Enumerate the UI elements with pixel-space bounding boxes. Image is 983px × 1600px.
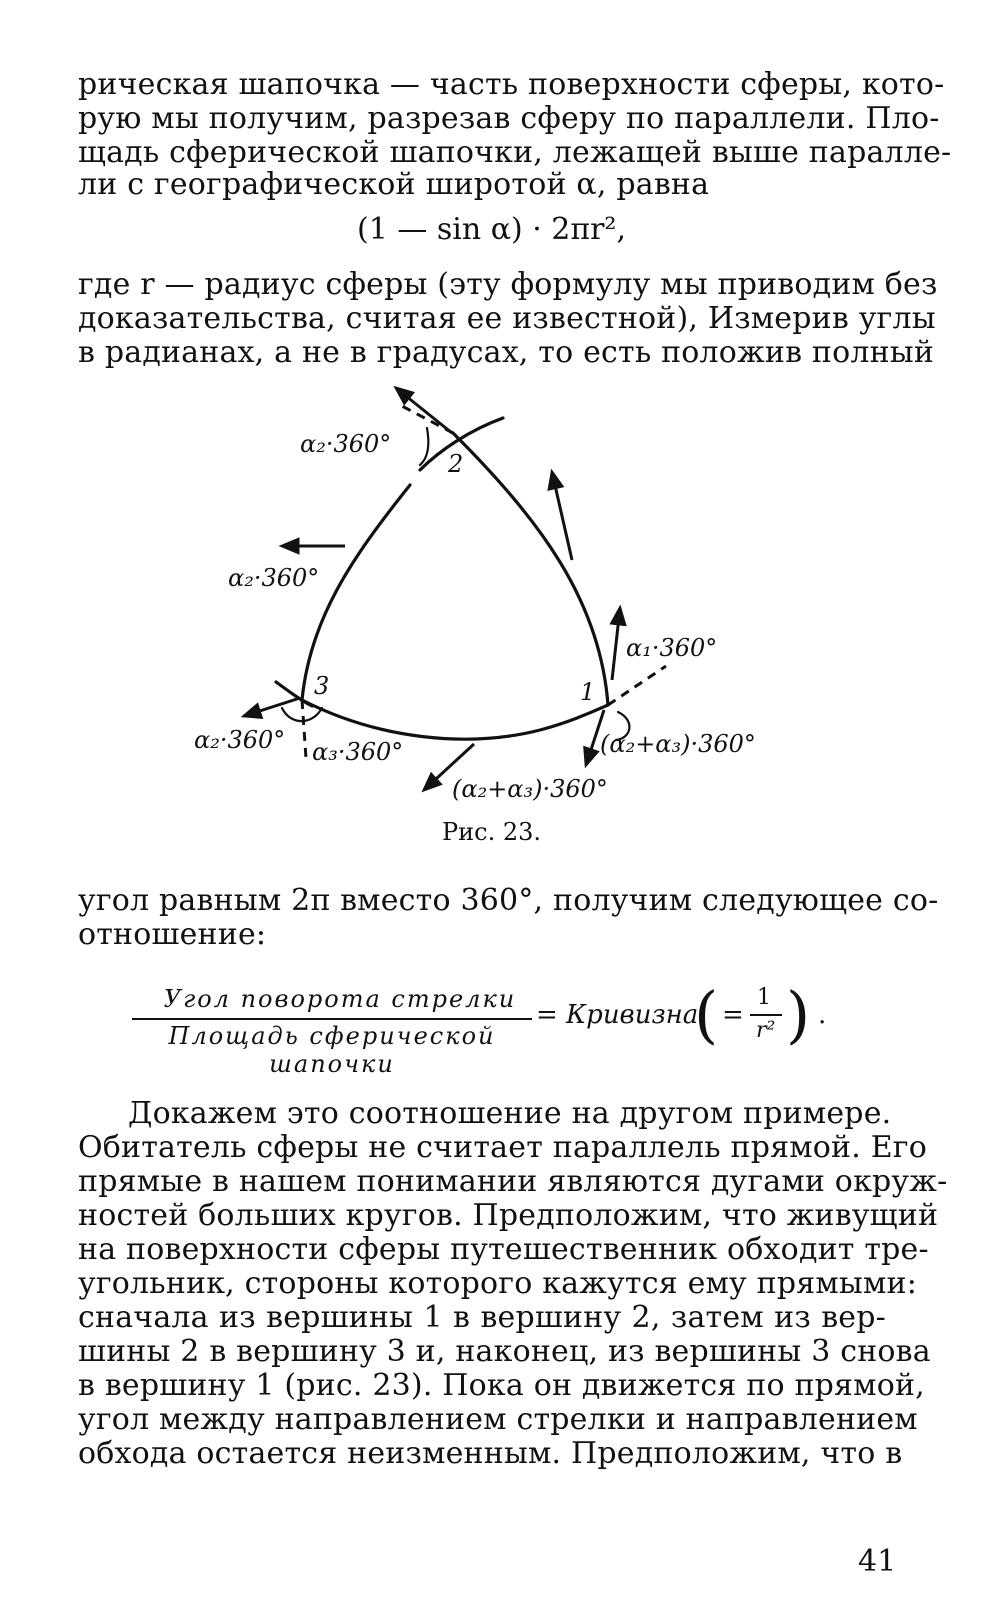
text-line: обхода остается неизменным. Предположим, что в	[78, 1436, 903, 1471]
dashed-extension-vertex-3	[302, 700, 306, 758]
curvature-equals: = Кривизна	[536, 1000, 699, 1030]
text-line: отношение:	[78, 917, 267, 952]
triangle-side-2-3	[302, 485, 410, 700]
dashed-extension-vertex-1	[608, 666, 666, 705]
arrow-side-2-1	[552, 472, 572, 560]
vertex-label-1: 1	[580, 678, 596, 706]
fraction-bar	[132, 1018, 532, 1020]
text-line: рую мы получим, разрезав сферу по параллели. Пло-	[78, 101, 940, 136]
small-fraction-bar	[750, 1014, 782, 1016]
ratio-numerator: Угол поворота стрелки	[163, 985, 517, 1013]
text-line: угол между направлением стрелки и направлением	[78, 1402, 918, 1437]
text-line: где r — радиус сферы (эту формулу мы приводим без	[78, 267, 938, 302]
page-number: 41	[858, 1544, 897, 1579]
cap-area-formula: (1 — sin α) · 2πr²,	[357, 212, 626, 247]
arrow-vertex-3-left	[244, 698, 300, 716]
triangle-side-3-1	[302, 700, 608, 739]
figure-caption: Рис. 23.	[441, 818, 541, 846]
text-line: Докажем это соотношение на другом примере.	[128, 1096, 892, 1131]
angle-label-bottom-left: α₂·360°	[194, 726, 286, 754]
text-line: рическая шапочка — часть поверхности сферы, кото-	[78, 67, 945, 102]
text-line: угольник, стороны которого кажутся ему прямыми:	[78, 1266, 918, 1301]
text-line: доказательства, считая ее известной), Измерив углы	[78, 301, 936, 336]
inverse-r2-numerator: 1	[757, 985, 771, 1010]
angle-label-right: α₁·360°	[626, 634, 718, 662]
ratio-denominator: Площадь сферической шапочки	[168, 1022, 496, 1078]
inverse-r2-denominator: r²	[756, 1018, 776, 1043]
text-line: щадь сферической шапочки, лежащей выше паралле-	[78, 135, 952, 170]
left-paren: (	[694, 978, 719, 1051]
text-line: сначала из вершины 1 в вершину 2, затем из вер-	[78, 1300, 886, 1335]
formula-end-period: .	[818, 1000, 827, 1030]
inner-equals: =	[722, 1000, 744, 1030]
arrow-vertex-2-up	[396, 388, 452, 433]
text-line: на поверхности сферы путешественник обходит тре-	[78, 1232, 929, 1267]
vertex-label-2: 2	[448, 450, 464, 478]
right-paren: )	[786, 978, 811, 1051]
angle-label-top-left: α₂·360°	[300, 430, 392, 458]
text-line: ли с географической широтой α, равна	[78, 167, 710, 202]
vertex-label-3: 3	[314, 672, 330, 700]
angle-label-vertex-3: α₃·360°	[312, 738, 404, 766]
arrow-vertex-1-up	[612, 608, 620, 680]
triangle-side-2-1	[453, 433, 608, 705]
angle-label-left-mid: α₂·360°	[228, 564, 320, 592]
angle-label-bottom-center: (α₂+α₃)·360°	[452, 775, 608, 803]
text-line: шины 2 в вершину 3 и, наконец, из вершины 3 снова	[78, 1334, 931, 1369]
angle-label-bottom-right: (α₂+α₃)·360°	[600, 730, 756, 758]
text-line: прямые в нашем понимании являются дугами окруж-	[78, 1164, 948, 1199]
text-line: в радианах, а не в градусах, то есть положив полный	[78, 335, 935, 370]
text-line: угол равным 2π вместо 360°, получим следующее со-	[78, 883, 939, 918]
text-line: ностей больших кругов. Предположим, что живущий	[78, 1198, 939, 1233]
text-line: Обитатель сферы не считает параллель прямой. Его	[78, 1130, 927, 1165]
text-line: в вершину 1 (рис. 23). Пока он движется по прямой,	[78, 1368, 925, 1403]
